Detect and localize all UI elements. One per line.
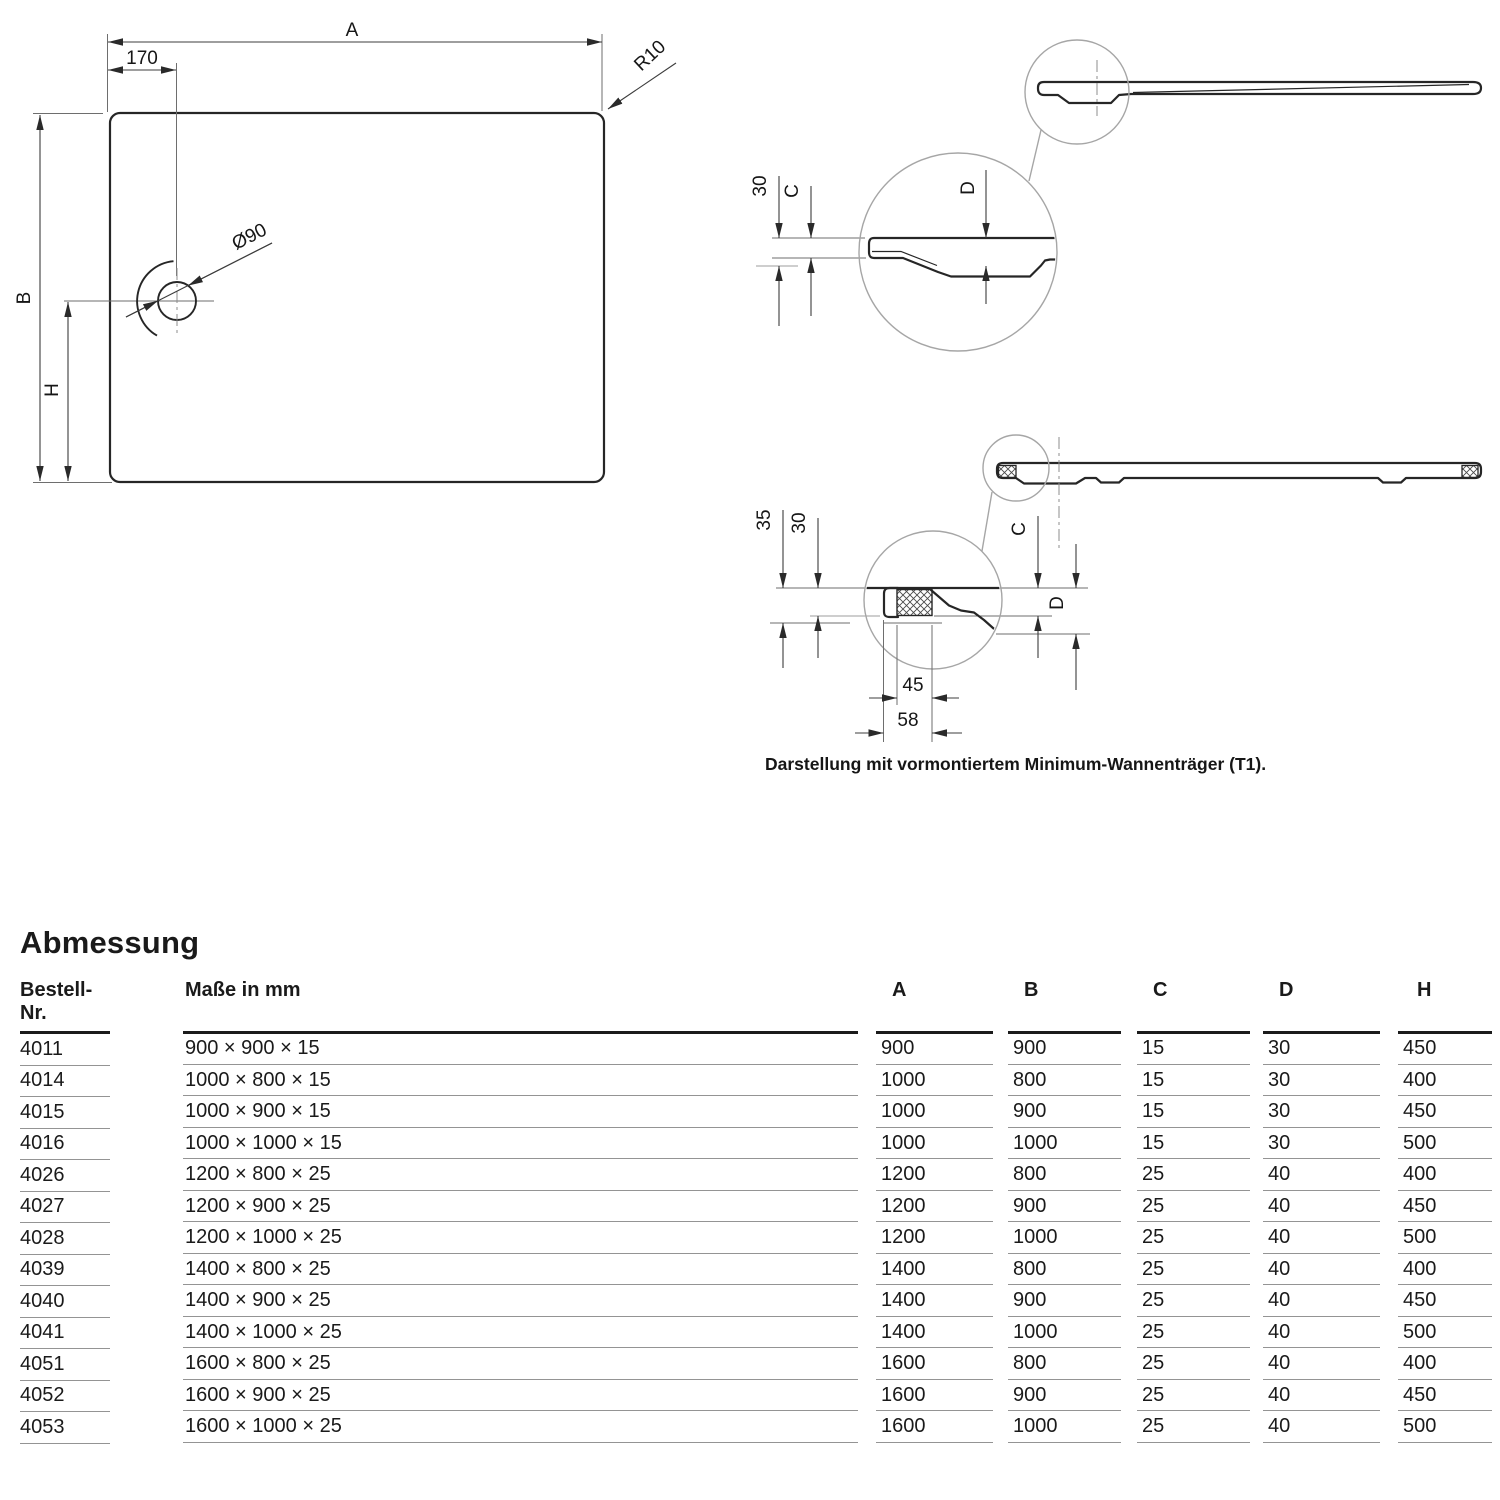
tray-profile (1038, 82, 1481, 103)
column-gap (858, 1192, 876, 1224)
side-section-support (982, 435, 1481, 551)
cell-h: 400 (1398, 1349, 1492, 1380)
cell-masse: 1600 × 900 × 25 (183, 1381, 858, 1412)
table-row (20, 1129, 1492, 1161)
cell-c: 15 (1137, 1066, 1250, 1097)
cell-b: 900 (1008, 1034, 1121, 1065)
column-gap (1250, 1160, 1263, 1192)
cell-d: 40 (1263, 1160, 1380, 1191)
column-gap (1121, 1318, 1137, 1350)
cell-masse: 1200 × 800 × 25 (183, 1160, 858, 1191)
cell-c: 25 (1137, 1160, 1250, 1191)
dim-label-35: 35 (754, 509, 775, 531)
column-gap (1250, 1381, 1263, 1413)
column-gap (1121, 1192, 1137, 1224)
cell-masse: 1400 × 800 × 25 (183, 1255, 858, 1286)
cell-b: 900 (1008, 1097, 1121, 1128)
detail-leader (1029, 130, 1041, 181)
column-gap (1121, 976, 1137, 1034)
table-row (20, 1349, 1492, 1381)
cell-b: 900 (1008, 1286, 1121, 1317)
cell-c: 15 (1137, 1129, 1250, 1160)
column-gap (993, 1381, 1008, 1413)
cell-b: 800 (1008, 1066, 1121, 1097)
column-gap (1380, 1349, 1398, 1381)
cell-a: 1400 (876, 1318, 993, 1349)
column-gap (1380, 1192, 1398, 1224)
column-gap (110, 1129, 183, 1161)
dim-label-c: C (782, 184, 803, 198)
dim-label-58: 58 (897, 710, 919, 731)
column-gap (858, 1223, 876, 1255)
column-gap (1250, 976, 1263, 1034)
column-gap (993, 976, 1008, 1034)
table-row (20, 1192, 1492, 1224)
column-gap (1380, 1034, 1398, 1066)
column-gap (993, 1349, 1008, 1381)
tray-edge-cap (884, 588, 898, 617)
dim-label-d: D (958, 181, 979, 195)
cell-bestell-nr: 4040 (20, 1286, 110, 1318)
cell-masse: 1200 × 1000 × 25 (183, 1223, 858, 1254)
column-gap (1121, 1066, 1137, 1098)
cell-d: 30 (1263, 1066, 1380, 1097)
detail-section-plain (750, 153, 1058, 351)
cell-c: 15 (1137, 1097, 1250, 1128)
dim-label-b: B (14, 291, 35, 305)
cell-a: 1400 (876, 1255, 993, 1286)
cell-d: 40 (1263, 1223, 1380, 1254)
column-header-bestell-nr: Bestell-Nr. (20, 976, 110, 1034)
column-gap (110, 1255, 183, 1287)
column-gap (1121, 1349, 1137, 1381)
cell-h: 450 (1398, 1097, 1492, 1128)
cell-masse: 1400 × 1000 × 25 (183, 1318, 858, 1349)
detail-section-support (754, 509, 1090, 742)
column-gap (1250, 1034, 1263, 1066)
column-header-masse: Maße in mm (183, 976, 858, 1034)
detail-content (869, 238, 1058, 277)
cell-d: 40 (1263, 1255, 1380, 1286)
column-gap (858, 1381, 876, 1413)
cell-a: 1600 (876, 1349, 993, 1380)
cell-d: 30 (1263, 1129, 1380, 1160)
column-gap (110, 1318, 183, 1350)
cell-d: 40 (1263, 1381, 1380, 1412)
detail-content (860, 588, 1006, 635)
column-gap (110, 1381, 183, 1413)
table-row (20, 1160, 1492, 1192)
column-gap (1250, 1286, 1263, 1318)
cell-masse: 1000 × 1000 × 15 (183, 1129, 858, 1160)
cell-d: 40 (1263, 1286, 1380, 1317)
column-gap (1250, 1318, 1263, 1350)
column-header-h: H (1398, 976, 1492, 1034)
column-gap (1121, 1286, 1137, 1318)
cell-c: 25 (1137, 1318, 1250, 1349)
column-gap (993, 1066, 1008, 1098)
column-gap (993, 1160, 1008, 1192)
column-gap (1380, 1129, 1398, 1161)
cell-a: 900 (876, 1034, 993, 1065)
column-gap (1121, 1255, 1137, 1287)
column-gap (1250, 1097, 1263, 1129)
detail-leader (982, 492, 992, 551)
column-gap (858, 1097, 876, 1129)
table-row (20, 1318, 1492, 1350)
section-title: Abmessung (20, 925, 200, 960)
cell-d: 40 (1263, 1412, 1380, 1443)
cell-h: 500 (1398, 1412, 1492, 1443)
column-gap (858, 1066, 876, 1098)
cell-b: 1000 (1008, 1412, 1121, 1443)
cell-h: 450 (1398, 1286, 1492, 1317)
column-gap (1380, 1066, 1398, 1098)
dim-label-45: 45 (902, 675, 924, 696)
dim-label-r10: R10 (630, 36, 671, 76)
column-gap (1380, 1318, 1398, 1350)
column-gap (110, 1286, 183, 1318)
cell-a: 1200 (876, 1223, 993, 1254)
column-gap (1250, 1129, 1263, 1161)
table-row (20, 1066, 1492, 1098)
column-gap (1380, 1160, 1398, 1192)
column-gap (858, 1129, 876, 1161)
cell-d: 40 (1263, 1318, 1380, 1349)
column-gap (110, 976, 183, 1034)
cell-bestell-nr: 4041 (20, 1318, 110, 1350)
cell-b: 1000 (1008, 1223, 1121, 1254)
column-gap (993, 1412, 1008, 1444)
table-row (20, 1381, 1492, 1413)
cell-h: 500 (1398, 1129, 1492, 1160)
column-gap (1380, 1381, 1398, 1413)
column-gap (1250, 1412, 1263, 1444)
cell-a: 1600 (876, 1412, 993, 1443)
cell-bestell-nr: 4052 (20, 1381, 110, 1413)
cell-c: 25 (1137, 1412, 1250, 1443)
column-gap (1380, 1412, 1398, 1444)
column-gap (858, 1318, 876, 1350)
column-gap (1121, 1412, 1137, 1444)
column-header-a: A (876, 976, 993, 1034)
column-gap (1121, 1381, 1137, 1413)
table-row (20, 1223, 1492, 1255)
cell-bestell-nr: 4053 (20, 1412, 110, 1444)
tray-profile-support (997, 463, 1481, 484)
column-header-c: C (1137, 976, 1250, 1034)
support-block (999, 466, 1017, 478)
cell-bestell-nr: 4028 (20, 1223, 110, 1255)
column-gap (110, 1066, 183, 1098)
cell-bestell-nr: 4039 (20, 1255, 110, 1287)
cell-masse: 900 × 900 × 15 (183, 1034, 858, 1065)
cell-masse: 1400 × 900 × 25 (183, 1286, 858, 1317)
cell-h: 500 (1398, 1223, 1492, 1254)
support-block (1462, 466, 1478, 478)
column-gap (1380, 976, 1398, 1034)
column-gap (1121, 1223, 1137, 1255)
column-gap (110, 1192, 183, 1224)
cell-h: 500 (1398, 1318, 1492, 1349)
column-gap (993, 1097, 1008, 1129)
column-gap (1121, 1129, 1137, 1161)
dim-label-h: H (42, 383, 63, 397)
cell-b: 800 (1008, 1255, 1121, 1286)
cell-a: 1400 (876, 1286, 993, 1317)
cell-a: 1000 (876, 1066, 993, 1097)
column-gap (1250, 1255, 1263, 1287)
column-gap (1250, 1192, 1263, 1224)
cell-b: 900 (1008, 1381, 1121, 1412)
dim-label-d90: Ø90 (228, 219, 271, 255)
cell-h: 400 (1398, 1160, 1492, 1191)
column-gap (993, 1192, 1008, 1224)
cell-masse: 1200 × 900 × 25 (183, 1192, 858, 1223)
cell-h: 450 (1398, 1381, 1492, 1412)
column-gap (1121, 1034, 1137, 1066)
cell-masse: 1600 × 800 × 25 (183, 1349, 858, 1380)
cell-a: 1000 (876, 1129, 993, 1160)
column-gap (993, 1255, 1008, 1287)
cell-d: 40 (1263, 1349, 1380, 1380)
cell-a: 1200 (876, 1160, 993, 1191)
cell-h: 400 (1398, 1066, 1492, 1097)
cell-b: 800 (1008, 1160, 1121, 1191)
dim-label-d: D (1047, 596, 1068, 610)
cell-bestell-nr: 4026 (20, 1160, 110, 1192)
column-gap (993, 1318, 1008, 1350)
cell-a: 1600 (876, 1381, 993, 1412)
column-gap (1380, 1255, 1398, 1287)
cell-d: 40 (1263, 1192, 1380, 1223)
column-gap (1250, 1349, 1263, 1381)
cell-bestell-nr: 4051 (20, 1349, 110, 1381)
column-gap (858, 1160, 876, 1192)
dim-label-a: A (345, 20, 359, 41)
cell-c: 25 (1137, 1349, 1250, 1380)
cell-a: 1000 (876, 1097, 993, 1128)
cell-c: 25 (1137, 1381, 1250, 1412)
cell-b: 1000 (1008, 1129, 1121, 1160)
cell-c: 25 (1137, 1192, 1250, 1223)
support-block-detail (897, 590, 932, 616)
column-gap (858, 1412, 876, 1444)
cell-c: 15 (1137, 1034, 1250, 1065)
cell-c: 25 (1137, 1286, 1250, 1317)
cell-h: 400 (1398, 1255, 1492, 1286)
tray-edge-profile (869, 238, 1058, 277)
table-row (20, 1286, 1492, 1318)
cell-bestell-nr: 4027 (20, 1192, 110, 1224)
cell-masse: 1000 × 900 × 15 (183, 1097, 858, 1128)
tray-outline (110, 113, 604, 482)
plan-view (14, 20, 676, 483)
table-body (20, 1034, 1492, 1444)
column-gap (1250, 1223, 1263, 1255)
cell-b: 800 (1008, 1349, 1121, 1380)
column-gap (1380, 1223, 1398, 1255)
column-gap (858, 1349, 876, 1381)
table-row (20, 1412, 1492, 1444)
table-header-row (20, 976, 1492, 1034)
cell-b: 900 (1008, 1192, 1121, 1223)
cell-d: 30 (1263, 1034, 1380, 1065)
dim-label-170: 170 (126, 48, 158, 69)
dim-label-30: 30 (750, 175, 771, 197)
column-gap (110, 1349, 183, 1381)
tray-underside-slope (931, 590, 1006, 635)
column-gap (993, 1129, 1008, 1161)
table-row (20, 1097, 1492, 1129)
column-gap (110, 1034, 183, 1066)
cell-c: 25 (1137, 1255, 1250, 1286)
column-gap (110, 1223, 183, 1255)
table-row (20, 1255, 1492, 1287)
dim-label-c: C (1009, 522, 1030, 536)
column-gap (1121, 1097, 1137, 1129)
cell-masse: 1000 × 800 × 15 (183, 1066, 858, 1097)
column-gap (993, 1223, 1008, 1255)
column-gap (1380, 1286, 1398, 1318)
cell-bestell-nr: 4015 (20, 1097, 110, 1129)
column-gap (110, 1160, 183, 1192)
drawing-caption: Darstellung mit vormontiertem Minimum-Wannenträger (T1). (765, 754, 1267, 774)
cell-bestell-nr: 4016 (20, 1129, 110, 1161)
column-gap (110, 1097, 183, 1129)
cell-d: 30 (1263, 1097, 1380, 1128)
column-gap (858, 1034, 876, 1066)
column-gap (1121, 1160, 1137, 1192)
cell-h: 450 (1398, 1192, 1492, 1223)
side-section-plain (1025, 40, 1481, 181)
column-gap (858, 976, 876, 1034)
column-gap (993, 1286, 1008, 1318)
cell-masse: 1600 × 1000 × 25 (183, 1412, 858, 1443)
dim-label-30: 30 (789, 512, 810, 534)
column-gap (993, 1034, 1008, 1066)
column-header-d: D (1263, 976, 1380, 1034)
column-gap (110, 1412, 183, 1444)
cell-a: 1200 (876, 1192, 993, 1223)
cell-bestell-nr: 4014 (20, 1066, 110, 1098)
column-gap (1380, 1097, 1398, 1129)
cell-b: 1000 (1008, 1318, 1121, 1349)
cell-h: 450 (1398, 1034, 1492, 1065)
table-row (20, 1034, 1492, 1066)
column-header-b: B (1008, 976, 1121, 1034)
column-gap (858, 1286, 876, 1318)
column-gap (1250, 1066, 1263, 1098)
cell-c: 25 (1137, 1223, 1250, 1254)
cell-bestell-nr: 4011 (20, 1034, 110, 1066)
column-gap (858, 1255, 876, 1287)
dimensions-table (20, 976, 1492, 1444)
